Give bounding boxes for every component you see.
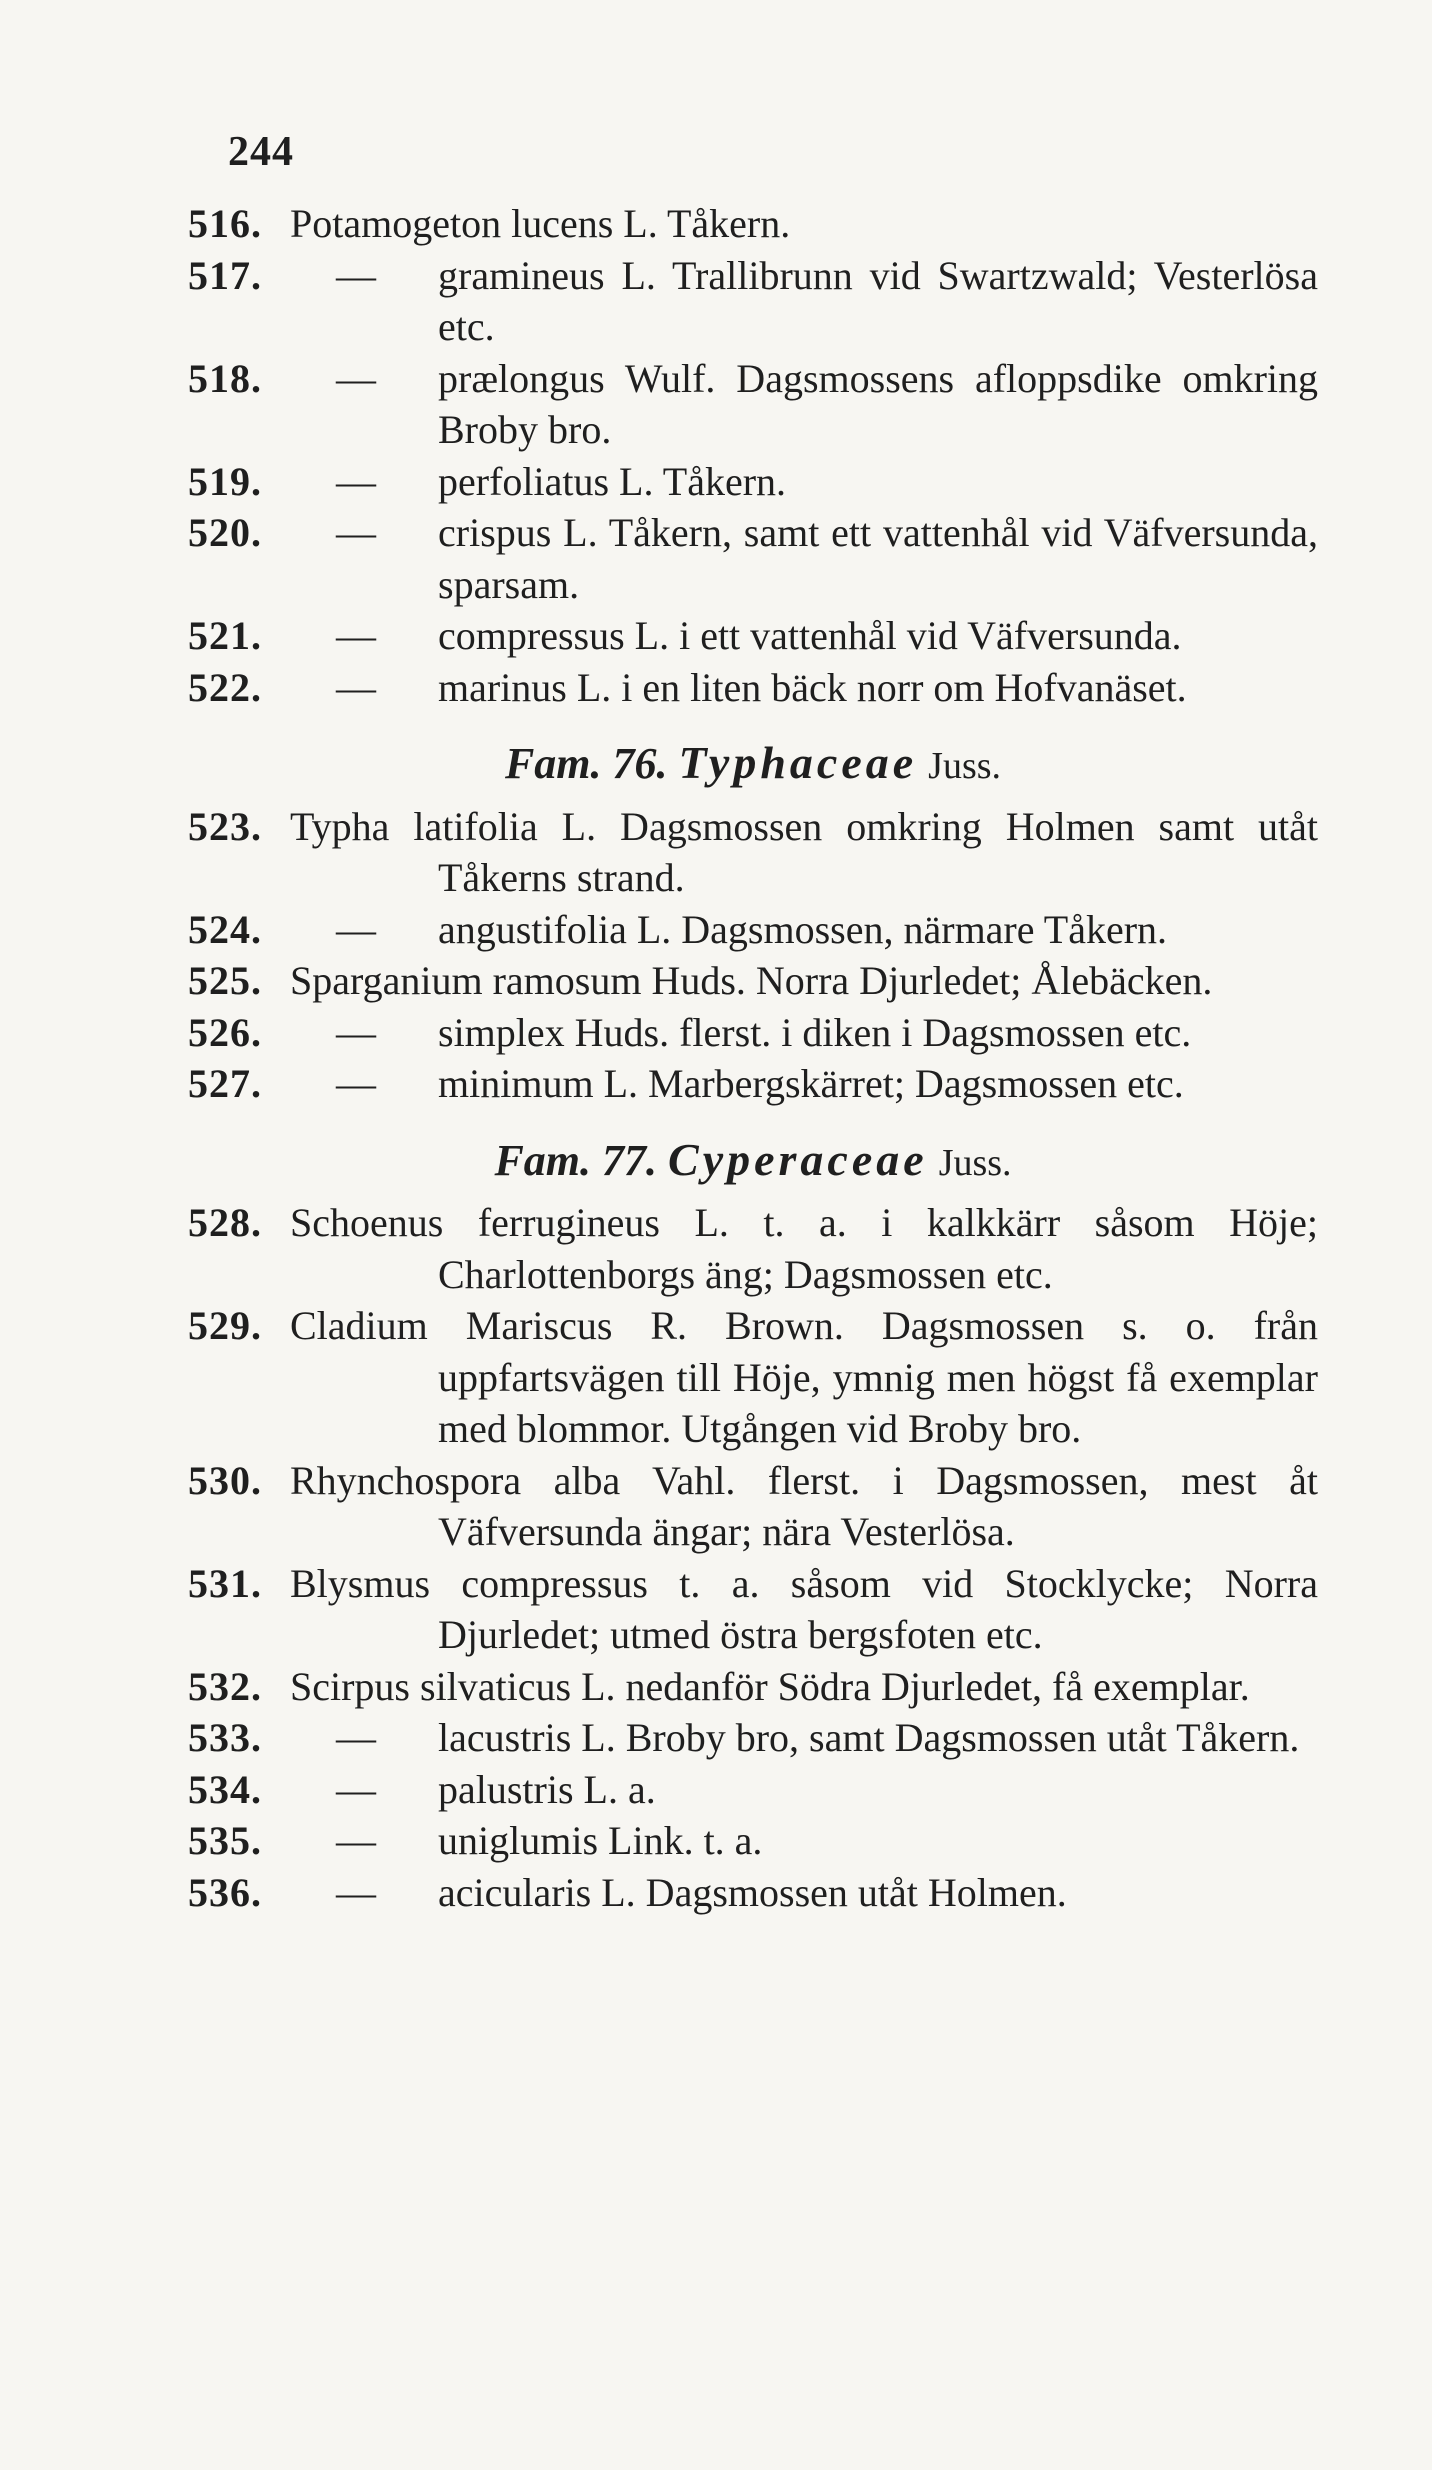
- ditto-dash: —: [336, 1818, 376, 1863]
- entry-number: 535.: [188, 1818, 262, 1863]
- entry-text: uniglumis Link. t. a.: [438, 1818, 763, 1863]
- entry-number: 532.: [188, 1663, 262, 1709]
- entry-number: 523.: [188, 803, 262, 849]
- entry-number: 522.: [188, 664, 262, 710]
- entry-text: Typha latifolia L. Dagsmossen omkring Holmen samt utåt Tåkerns strand.: [290, 803, 1318, 900]
- family-heading: [188, 1134, 1318, 1190]
- entry-number: 516.: [188, 201, 262, 246]
- entry-text: Potamogeton lucens L. Tåkern.: [290, 201, 791, 246]
- entry-number: 526.: [188, 1009, 262, 1055]
- species-entry: [188, 1764, 1318, 1816]
- species-entry: [188, 507, 1318, 610]
- entry-number: 534.: [188, 1766, 262, 1812]
- entry-text: marinus L. i en liten bäck norr om Hofvanäset.: [438, 664, 1187, 710]
- entry-number: 536.: [188, 1869, 262, 1915]
- species-entry: [188, 1007, 1318, 1059]
- entry-text: acicularis L. Dagsmossen utåt Holmen.: [438, 1869, 1067, 1915]
- entry-number: 527.: [188, 1061, 262, 1106]
- entry-number: 530.: [188, 1457, 262, 1503]
- ditto-dash: —: [336, 906, 376, 952]
- entry-number: 528.: [188, 1200, 262, 1245]
- entry-text: Sparganium ramosum Huds. Norra Djurledet; Ålebäcken.: [290, 958, 1213, 1003]
- entry-text: perfoliatus L. Tåkern.: [438, 458, 787, 504]
- species-entry: [188, 353, 1318, 456]
- entry-text: Cladium Mariscus R. Brown. Dagsmossen s. o. från uppfartsvägen till Höje, ymnig men högst få exemplar med blommor. Utgången vid Broby bro.: [290, 1303, 1318, 1451]
- species-entry: [188, 610, 1318, 662]
- species-entry: [188, 198, 1318, 250]
- entry-number: 517.: [188, 252, 262, 298]
- entry-text: palustris L. a.: [438, 1766, 656, 1812]
- species-entry: [188, 1455, 1318, 1558]
- entry-text: Blysmus compressus t. a. såsom vid Stocklycke; Norra Djurledet; utmed östra bergsfoten etc.: [290, 1560, 1318, 1657]
- entry-number: 525.: [188, 958, 262, 1003]
- family-name: Cyperaceae: [668, 1133, 928, 1185]
- entry-text: prælongus Wulf. Dagsmossens afloppsdike omkring Broby bro.: [438, 355, 1318, 452]
- entry-number: 529.: [188, 1303, 262, 1348]
- species-entry: [188, 1300, 1318, 1455]
- species-entry: [188, 1197, 1318, 1300]
- entry-number: 519.: [188, 458, 262, 504]
- ditto-dash: —: [336, 510, 376, 555]
- species-entry: [188, 904, 1318, 956]
- ditto-dash: —: [336, 664, 376, 710]
- family-number: Fam. 77.: [494, 1135, 669, 1185]
- family-author: Juss.: [938, 1141, 1012, 1184]
- species-entry: [188, 456, 1318, 508]
- entry-text: compressus L. i ett vattenhål vid Väfversunda.: [438, 613, 1182, 658]
- species-entry: [188, 801, 1318, 904]
- ditto-dash: —: [336, 613, 376, 658]
- entry-text: minimum L. Marbergskärret; Dagsmossen etc.: [438, 1061, 1184, 1106]
- family-name: Typhaceae: [678, 737, 918, 788]
- ditto-dash: —: [336, 1009, 376, 1055]
- ditto-dash: —: [336, 355, 376, 401]
- ditto-dash: —: [336, 252, 376, 298]
- entry-text: Rhynchospora alba Vahl. flerst. i Dagsmossen, mest åt Väfversunda ängar; nära Vesterlösa.: [290, 1457, 1318, 1554]
- page-number: 244: [228, 129, 294, 175]
- entry-text: crispus L. Tåkern, samt ett vattenhål vid Väfversunda, sparsam.: [438, 510, 1318, 607]
- ditto-dash: —: [336, 1869, 376, 1915]
- ditto-dash: —: [336, 1715, 376, 1760]
- species-entry: [188, 1661, 1318, 1713]
- species-entry: [188, 1058, 1318, 1110]
- ditto-dash: —: [336, 1766, 376, 1812]
- entry-number: 521.: [188, 613, 262, 658]
- ditto-dash: —: [336, 1061, 376, 1106]
- entry-text: simplex Huds. flerst. i diken i Dagsmossen etc.: [438, 1009, 1192, 1055]
- entry-number: 524.: [188, 906, 262, 952]
- entry-text: Scirpus silvaticus L. nedanför Södra Djurledet, få exemplar.: [290, 1663, 1250, 1709]
- entry-text: Schoenus ferrugineus L. t. a. i kalkkärr såsom Höje; Charlottenborgs äng; Dagsmossen etc.: [290, 1200, 1318, 1297]
- species-entry: [188, 662, 1318, 714]
- species-entry: [188, 250, 1318, 353]
- species-entry: [188, 955, 1318, 1007]
- species-entry: [188, 1558, 1318, 1661]
- family-author: Juss.: [928, 745, 1002, 787]
- species-list: [188, 198, 1318, 1918]
- species-entry: [188, 1867, 1318, 1919]
- entry-text: gramineus L. Trallibrunn vid Swartzwald; Vesterlösa etc.: [438, 252, 1318, 349]
- entry-number: 520.: [188, 510, 262, 555]
- entry-text: angustifolia L. Dagsmossen, närmare Tåkern.: [438, 906, 1168, 952]
- entry-number: 531.: [188, 1560, 262, 1606]
- family-number: Fam. 76.: [504, 739, 679, 788]
- species-entry: [188, 1815, 1318, 1867]
- entry-number: 518.: [188, 355, 262, 401]
- entry-number: 533.: [188, 1715, 262, 1760]
- species-entry: [188, 1712, 1318, 1764]
- entry-text: lacustris L. Broby bro, samt Dagsmossen utåt Tåkern.: [438, 1715, 1300, 1760]
- family-heading: [188, 737, 1318, 793]
- ditto-dash: —: [336, 458, 376, 504]
